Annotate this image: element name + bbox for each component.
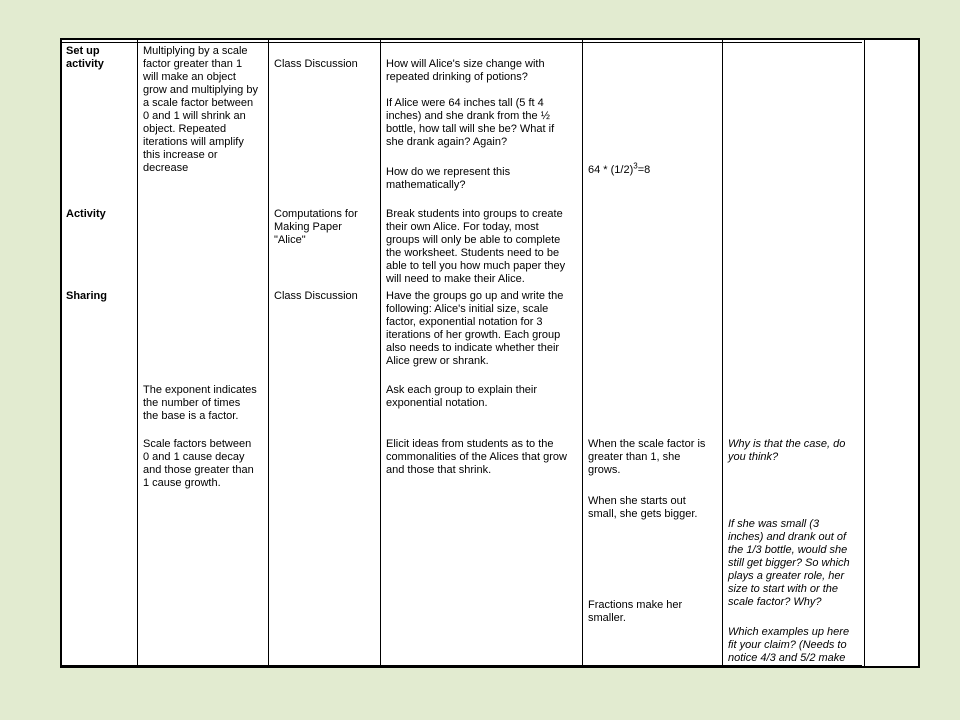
header-rule — [62, 42, 862, 43]
lesson-plan-table — [60, 38, 920, 668]
column-divider — [137, 40, 138, 666]
setup-prompt-2: If Alice were 64 inches tall (5 ft 4 inches) and she drank from the ½ bottle, how tall will she be? What if she drank again? Again? — [386, 97, 555, 148]
activity-structure: Computations for Making Paper "Alice" — [274, 208, 358, 246]
sharing-response-3: Fractions make her smaller. — [588, 599, 683, 624]
response-exponent: 3 — [633, 161, 638, 171]
setup-concept: Multiplying by a scale factor greater than 1 will make an object grow and multiplying by a scale factor between 0 and 1 will shrink an object. Repeated iterations will amplify this increase or decrease — [143, 45, 258, 174]
sharing-followup-1: Why is that the case, do you think? — [728, 438, 846, 463]
row-label-activity: Activity — [66, 208, 106, 220]
sharing-prompt-1: Have the groups go up and write the following: Alice's initial size, scale factor, exponential notation for 3 iterations of her growth. Each group also needs to indicate whether their Alice grew or shrank. — [386, 290, 564, 367]
sharing-response-1: When the scale factor is greater than 1, she grows. — [588, 438, 706, 476]
response-expression: 64 * (1/2) — [588, 164, 634, 176]
column-divider — [380, 40, 381, 666]
activity-prompt: Break students into groups to create their own Alice. For today, most groups will only be able to complete the worksheet. Students need to be able to tell you how much paper they will need to make their Alice. — [386, 208, 566, 285]
column-divider — [722, 40, 723, 666]
setup-structure: Class Discussion — [274, 58, 358, 70]
column-divider — [268, 40, 269, 666]
setup-response — [588, 161, 718, 177]
sharing-concept-1: The exponent indicates the number of times the base is a factor. — [143, 384, 257, 422]
column-divider — [864, 40, 865, 666]
sharing-prompt-2: Ask each group to explain their exponential notation. — [386, 384, 538, 409]
sharing-response-2: When she starts out small, she gets bigger. — [588, 495, 698, 520]
response-result: =8 — [637, 164, 651, 176]
column-divider — [582, 40, 583, 666]
sharing-prompt-3: Elicit ideas from students as to the commonalities of the Alices that grow and those that shrink. — [386, 438, 567, 476]
footer-rule — [62, 665, 862, 666]
sharing-followup-3: Which examples up here fit your claim? (Needs to notice 4/3 and 5/2 make — [728, 626, 850, 664]
sharing-followup-2: If she was small (3 inches) and drank out of the 1/3 bottle, would she still get bigger? So which plays a greater role, her size to start with or the scale factor? Why? — [728, 518, 850, 608]
row-label-setup: Set up activity — [66, 45, 104, 70]
sharing-concept-2: Scale factors between 0 and 1 cause decay and those greater than 1 cause growth. — [143, 438, 254, 489]
sharing-structure: Class Discussion — [274, 290, 358, 302]
setup-prompt-1: How will Alice's size change with repeated drinking of potions? — [386, 58, 545, 83]
row-label-sharing: Sharing — [66, 290, 107, 302]
setup-prompt-3: How do we represent this mathematically? — [386, 166, 511, 191]
